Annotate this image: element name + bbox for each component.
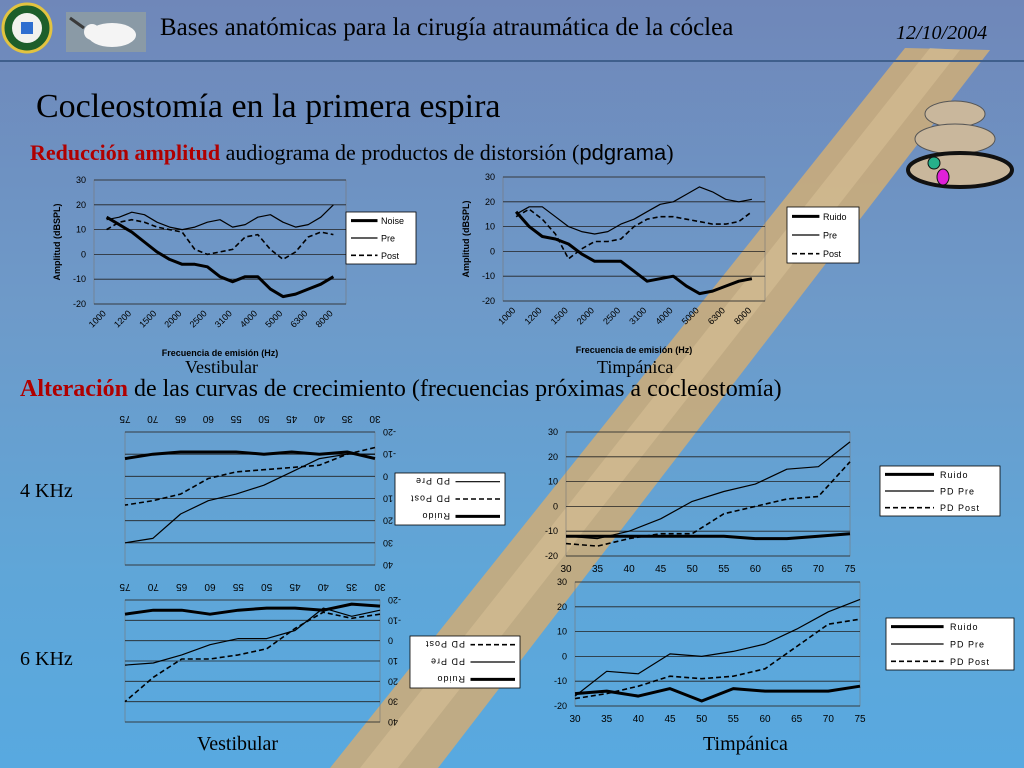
legend-label: Ruido [823,211,847,222]
legend-growth-4khz-vestibular [395,473,505,525]
chart-growth-6khz-vestibular [119,581,401,727]
series-line-pre [107,205,334,230]
section2-text: de las curvas de crecimiento (frecuencias próximas a cocleostomía) [127,376,782,402]
series-line-pd-post [125,612,380,702]
x-tick-label: 2000 [574,305,597,327]
plot-frame [575,582,860,706]
x-tick-label: 65 [174,413,187,424]
x-tick-label: 60 [204,581,216,592]
x-axis-title: Frecuencia de emisión (Hz) [161,348,279,358]
label-vestibular-bottom: Vestibular [197,733,279,755]
legend-label: Ruido [436,673,465,684]
y-tick-label: 20 [75,199,86,210]
section1-text: audiograma de productos de distorsión ( [220,140,580,165]
y-tick-label: 0 [388,635,394,646]
legend-label: PD Pre [950,639,986,650]
y-tick-label: 20 [547,451,558,462]
x-tick-label: 30 [369,413,381,424]
x-tick-label: 75 [119,413,131,424]
x-tick-label: 70 [822,714,834,725]
y-tick-label: -10 [481,271,495,282]
header-title: Bases anatómicas para la cirugía atraumática de la cóclea [160,14,734,41]
legend-growth-4khz-timpanica [880,466,1000,516]
x-tick-label: 55 [232,581,244,592]
x-tick-label: 1200 [111,308,134,330]
x-tick-label: 40 [632,714,644,725]
x-tick-label: 35 [341,413,353,424]
y-tick-label: 10 [484,221,495,232]
label-timpanica-top: Timpánica [597,357,674,377]
legend-label: PD Post [940,503,981,514]
series-line-ruido [575,686,860,701]
legend-label: PD Pre [414,476,450,487]
label-vestibular-top: Vestibular [185,357,258,377]
y-tick-label: -10 [553,676,567,687]
y-tick-label: 0 [552,501,558,512]
series-line-pd-post [566,462,850,546]
y-tick-label: -10 [388,615,402,626]
y-tick-label: 10 [388,656,399,666]
x-tick-label: 45 [655,564,667,575]
y-tick-label: 30 [556,577,567,587]
y-tick-label: -20 [72,299,86,309]
x-tick-label: 1500 [548,305,570,327]
x-axis-title: Frecuencia de emisión (Hz) [575,345,693,355]
y-tick-label: -20 [388,595,402,605]
x-tick-label: 5000 [263,308,285,330]
y-tick-label: -10 [72,274,86,285]
x-tick-label: 50 [686,564,698,575]
x-tick-label: 75 [119,581,131,592]
x-tick-label: 50 [696,714,708,725]
x-tick-label: 1000 [86,308,109,330]
x-tick-label: 65 [781,564,793,575]
y-tick-label: 30 [388,696,399,707]
x-tick-label: 45 [289,581,301,592]
y-tick-label: 20 [388,676,399,687]
label-6khz: 6 KHz [20,648,73,670]
x-tick-label: 30 [374,581,386,592]
y-tick-label: -20 [553,701,567,711]
y-tick-label: -20 [544,551,558,561]
y-tick-label: -10 [544,526,558,537]
y-tick-label: 30 [75,175,86,185]
label-timpanica-bottom: Timpánica [703,733,788,755]
legend-label: PD Pre [429,656,465,667]
legend-label: PD Post [409,493,450,504]
x-tick-label: 55 [230,413,242,424]
legend-growth-6khz-vestibular [410,636,520,688]
x-tick-label: 65 [791,714,803,725]
x-tick-label: 70 [812,564,825,575]
legend-label: PD Post [424,639,465,650]
x-tick-label: 75 [854,714,866,725]
legend-pdgram-vestibular [346,212,416,264]
y-tick-label: 10 [383,493,394,504]
legend-label: Post [381,250,400,261]
x-tick-label: 8000 [313,308,335,330]
slide-title: Cocleostomía en la primera espira [36,88,501,125]
plot-frame [94,180,346,304]
x-tick-label: 4000 [237,308,260,330]
x-tick-label: 70 [147,413,159,424]
legend-label: PD Pre [940,486,976,497]
y-axis-title: Amplitud (dBSPL) [52,203,62,281]
y-tick-label: -20 [481,296,495,306]
legend-label: Post [823,249,842,260]
label-4khz: 4 KHz [20,480,73,502]
x-tick-label: 65 [176,581,188,592]
x-tick-label: 40 [313,413,326,424]
plot-frame [503,177,765,301]
y-tick-label: 0 [561,651,567,662]
x-tick-label: 2500 [601,305,623,327]
x-tick-label: 1000 [496,305,518,327]
y-tick-label: 20 [383,515,394,526]
legend-label: PD Post [950,656,991,667]
x-tick-label: 35 [591,564,604,575]
y-tick-label: 0 [80,249,86,260]
x-tick-label: 4000 [653,305,675,327]
x-tick-label: 55 [718,564,730,575]
x-tick-label: 2000 [162,308,184,330]
legend-label: Ruido [940,469,969,480]
x-tick-label: 3100 [627,305,649,327]
y-tick-label: 0 [383,471,389,482]
y-tick-label: 20 [484,196,495,207]
series-line-ruido [125,604,380,614]
x-tick-label: 35 [346,581,358,592]
y-tick-label: 30 [484,172,495,182]
x-tick-label: 60 [759,714,771,725]
x-tick-label: 45 [286,413,298,424]
x-tick-label: 3100 [212,308,235,330]
chart-growth-6khz-timpanica [554,577,866,725]
x-tick-label: 6300 [705,305,728,327]
y-tick-label: -20 [383,427,397,437]
x-tick-label: 60 [749,564,761,575]
x-tick-label: 35 [601,714,613,725]
y-tick-label: 40 [388,717,399,727]
x-tick-label: 75 [844,564,856,575]
y-axis-title: Amplitud (dBSPL) [461,200,471,278]
x-tick-label: 6300 [288,308,310,330]
y-tick-label: 40 [383,560,394,570]
y-tick-label: 0 [489,246,495,257]
y-tick-label: -10 [383,449,397,460]
x-tick-label: 50 [261,581,273,592]
x-tick-label: 40 [317,581,329,592]
x-tick-label: 60 [202,413,214,424]
y-tick-label: 10 [75,224,86,235]
legend-label: Ruido [950,622,979,633]
x-tick-label: 1500 [137,308,159,330]
x-tick-label: 30 [569,714,581,725]
series-line-pd-post [575,619,860,698]
chart-growth-4khz-timpanica [545,427,856,575]
section1-close: ) [666,140,674,165]
x-tick-label: 8000 [732,305,754,327]
legend-growth-6khz-timpanica [886,618,1014,670]
header-date: 12/10/2004 [896,22,988,44]
x-tick-label: 45 [664,714,676,725]
section1-paren: pdgrama [579,140,667,165]
chart-pdgram-timpanica [461,172,765,355]
y-tick-label: 10 [556,626,567,637]
x-tick-label: 1200 [522,305,544,327]
x-tick-label: 70 [147,581,159,592]
y-tick-label: 30 [547,427,558,437]
y-tick-label: 30 [383,537,394,548]
x-tick-label: 40 [623,564,635,575]
x-tick-label: 30 [560,564,572,575]
legend-label: Noise [381,216,405,227]
legend-label: Pre [823,230,838,241]
y-tick-label: 10 [547,476,558,487]
chart-growth-4khz-vestibular [119,413,396,570]
section2-emphasis: Alteración [20,376,128,402]
x-tick-label: 50 [258,413,270,424]
section1-emphasis: Reducción amplitud [30,140,221,165]
legend-label: Ruido [421,510,450,521]
legend-pdgram-timpanica [787,207,859,263]
series-line-pd-pre [125,608,380,665]
chart-pdgram-vestibular [52,175,346,358]
legend-label: Pre [381,233,396,244]
series-line-noise [107,217,334,296]
x-tick-label: 5000 [679,305,701,327]
x-tick-label: 55 [727,714,739,725]
y-tick-label: 20 [556,601,567,612]
x-tick-label: 2500 [187,308,209,330]
